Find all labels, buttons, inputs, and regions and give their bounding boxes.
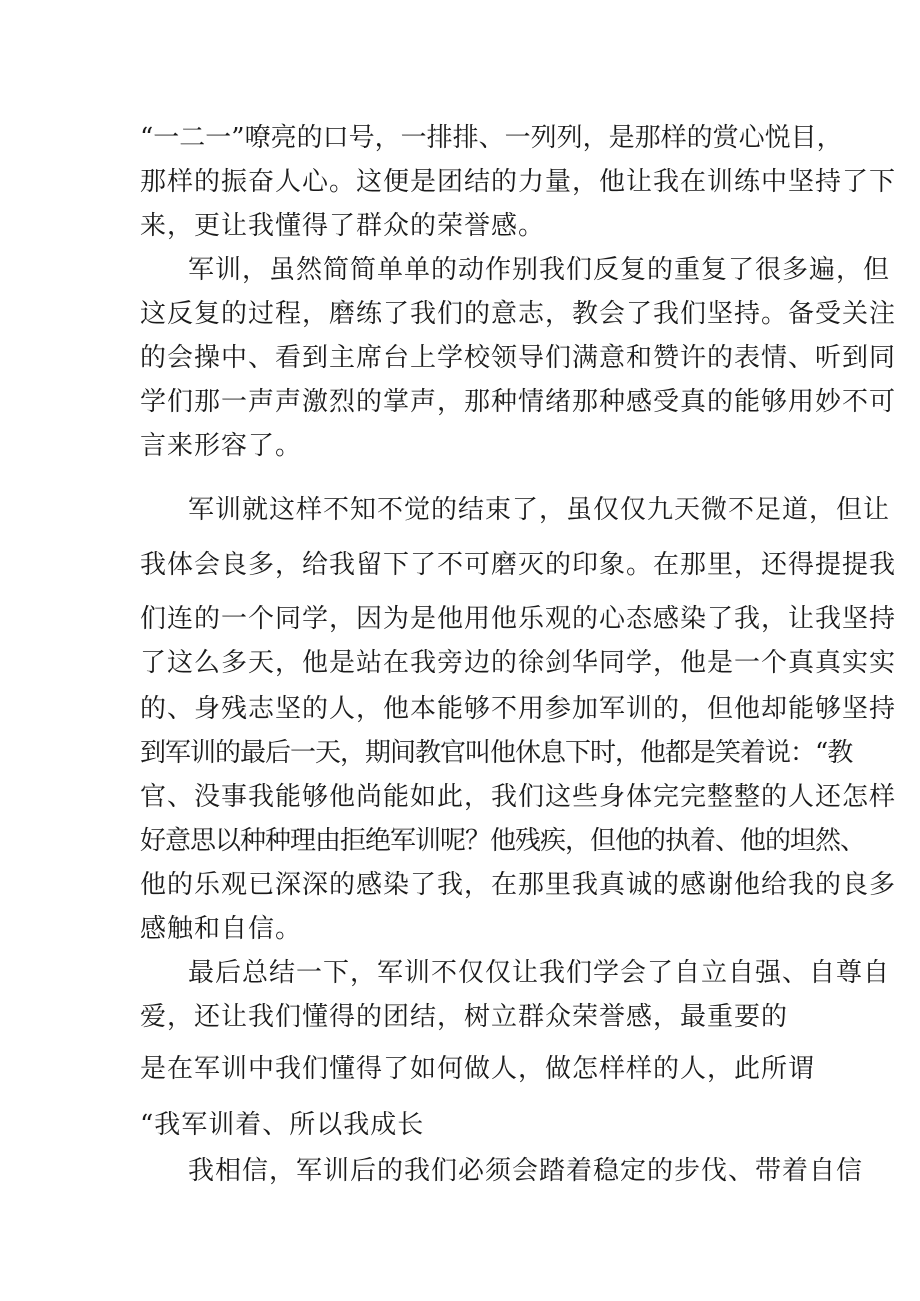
text-line: 好意思以种种理由拒绝军训呢？他残疾，但他的执着、他的坦然、 [140, 826, 866, 856]
text-line: 他的乐观已深深的感染了我，在那里我真诚的感谢他给我的良多 [140, 870, 897, 900]
text-line: 我体会良多，给我留下了不可磨灭的印象。在那里，还得提提我 [140, 550, 897, 580]
text-line: 官、没事我能够他尚能如此，我们这些身体完完整整的人还怎样 [140, 782, 897, 812]
text-line: 爱，还让我们懂得的团结，树立群众荣誉感，最重要的 [140, 1002, 789, 1032]
text-line: 那样的振奋人心。这便是团结的力量，他让我在训练中坚持了下 [140, 167, 897, 197]
text-line: 感触和自信。 [140, 914, 303, 944]
text-line: 最后总结一下，军训不仅仅让我们学会了自立自强、自尊自 [188, 958, 891, 988]
text-line: 是在军训中我们懂得了如何做人，做怎样样的人，此所谓 [140, 1054, 816, 1084]
text-line: 军训就这样不知不觉的结束了，虽仅仅九天微不足道，但让 [188, 495, 891, 525]
text-line: “一二一”嘹亮的口号，一排排、一列列，是那样的赏心悦目， [140, 123, 843, 153]
text-line: 了这么多天，他是站在我旁边的徐剑华同学，他是一个真真实实 [140, 648, 897, 678]
text-line: 学们那一声声激烈的掌声，那种情绪那种感受真的能够用妙不可 [140, 387, 897, 417]
text-line: 们连的一个同学，因为是他用他乐观的心态感染了我，让我坚持 [140, 604, 897, 634]
text-line: 来，更让我懂得了群众的荣誉感。 [140, 211, 546, 241]
text-line: 我相信，军训后的我们必须会踏着稳定的步伐、带着自信 [188, 1156, 864, 1186]
text-line: 言来形容了。 [140, 431, 303, 461]
text-line: 的、身残志坚的人，他本能够不用参加军训的，但他却能够坚持 [140, 694, 897, 724]
text-line: 的会操中、看到主席台上学校领导们满意和赞许的表情、听到同 [140, 343, 897, 373]
text-line: “我军训着、所以我成长 [140, 1110, 425, 1140]
text-line: 军训，虽然简简单单的动作别我们反复的重复了很多遍，但 [188, 255, 891, 285]
text-line: 这反复的过程，磨练了我们的意志，教会了我们坚持。备受关注 [140, 299, 897, 329]
text-line: 到军训的最后一天，期间教官叫他休息下时，他都是笑着说：“教 [140, 738, 853, 768]
